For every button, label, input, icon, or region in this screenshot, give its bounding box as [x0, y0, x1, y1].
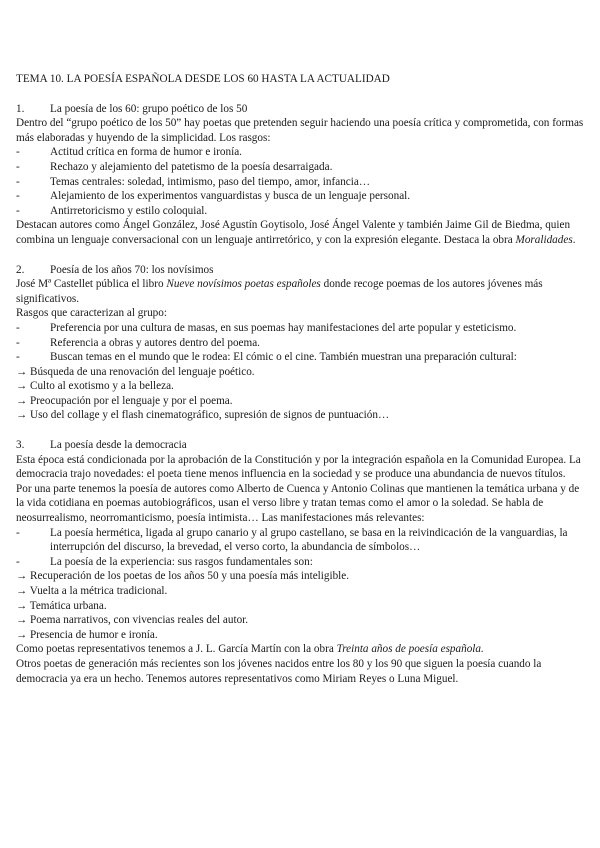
traits-label: Rasgos que caracterizan al grupo: [16, 307, 167, 320]
document-content [16, 72, 588, 686]
section-heading: La poesía de los 60: grupo poético de los 50 [50, 102, 248, 115]
bullet-text: Preferencia por una cultura de masas, en sus poemas hay manifestaciones del arte popular y esteticismo. [50, 321, 517, 334]
bullet-text: La poesía de la experiencia: sus rasgos fundamentales son: [50, 555, 313, 568]
section-heading: La poesía desde la democracia [50, 439, 187, 452]
bullet-dash: - [16, 351, 20, 364]
bullet-item [16, 336, 588, 351]
bullet-item [16, 526, 588, 555]
bullet-item [16, 350, 588, 365]
bullet-dash: - [16, 526, 20, 539]
section-3-closing [16, 642, 588, 657]
bullet-dash: - [16, 555, 20, 568]
bullet-item [16, 175, 588, 190]
bullet-item [16, 555, 588, 570]
bullet-dash: - [16, 336, 20, 349]
authors-work-title: Moralidades [515, 233, 573, 246]
section-3-heading [16, 438, 588, 453]
bullet-dash: - [16, 146, 20, 159]
arrow-item: → Poema narrativos, con vivencias reales del autor. [16, 614, 249, 627]
bullet-text: Antirretoricismo y estilo coloquial. [50, 204, 208, 217]
bullet-item [16, 189, 588, 204]
authors-end: . [572, 233, 576, 246]
section-1-authors [16, 218, 588, 247]
arrow-item: → Temática urbana. [16, 599, 107, 612]
section-3-final: Otros poetas de generación más recientes son los jóvenes nacidos entre los 80 y los 90 que siguen la poesía cuando la democracia ya era un hecho. Tenemos autores representativos como Miriam Reyes o Luna Miguel. [16, 657, 542, 685]
bullet-text: Alejamiento de los experimentos vanguardistas y busca de un lenguaje personal. [50, 190, 411, 203]
arrow-item: → Culto al exotismo y a la belleza. [16, 380, 174, 393]
arrow-item: → Búsqueda de una renovación del lenguaje poético. [16, 365, 255, 378]
document-title: TEMA 10. LA POESÍA ESPAÑOLA DESDE LOS 60 HASTA LA ACTUALIDAD [16, 73, 390, 85]
section-3-para-2: Por una parte tenemos la poesía de autores como Alberto de Cuenca y Antonio Colinas que mantienen la temática urbana y de la vida cotidiana en poemas autobiográficos, usan el verso libre y tratan temas como el amor o la soledad. Se habla de neosurrealismo, neorromanticismo, poesía intimista… Las manifestaciones más relevantes: [16, 482, 580, 525]
bullet-text: Rechazo y alejamiento del patetismo de la poesía desarraigada. [50, 160, 333, 173]
section-2-intro [16, 277, 588, 306]
bullet-text: Referencia a obras y autores dentro del poema. [50, 336, 260, 349]
bullet-dash: - [16, 204, 20, 217]
intro-text: José Mª Castellet pública el libro [16, 278, 167, 291]
arrow-item: → Preocupación por el lenguaje y por el poema. [16, 394, 233, 407]
arrow-item: → Vuelta a la métrica tradicional. [16, 585, 168, 597]
bullet-item [16, 145, 588, 160]
bullet-dash: - [16, 175, 20, 188]
bullet-text: Temas centrales: soledad, intimismo, paso del tiempo, amor, infancia… [50, 175, 371, 188]
bullet-dash: - [16, 160, 20, 173]
bullet-dash: - [16, 190, 20, 203]
bullet-text: Actitud crítica en forma de humor e ironía. [50, 146, 242, 159]
section-number: 1. [16, 102, 25, 115]
section-3-para-1: Esta época está condicionada por la aprobación de la Constitución y por la integración española en la Comunidad Europea. La democracia trajo novedades: el poeta tiene menos influencia en la sociedad y se produce una abundancia de nuevos títulos. [16, 453, 581, 481]
bullet-dash: - [16, 321, 20, 334]
closing-text: Como poetas representativos tenemos a J. L. García Martín con la obra [16, 643, 337, 656]
arrow-item: → Recuperación de los poetas de los años 50 y una poesía más inteligible. [16, 570, 350, 583]
bullet-item [16, 160, 588, 175]
section-2-heading [16, 263, 588, 278]
section-1-intro: Dentro del “grupo poético de los 50” hay poetas que pretenden seguir haciendo una poesía crítica y comprometida, con formas más elaboradas y huyendo de la simplicidad. Los rasgos: [16, 117, 584, 144]
intro-end: donde recoge poemas de los autores jóvenes más significativos. [16, 278, 543, 305]
authors-text: Destacan autores como Ángel González, José Agustín Goytisolo, José Ángel Valente y también Jaime Gil de Biedma, quien combina un lenguaje conversacional con un lenguaje antirretórico, y con la expresión elegante. Destaca la obra [16, 219, 571, 246]
bullet-item [16, 204, 588, 219]
section-number: 3. [16, 439, 25, 452]
section-heading: Poesía de los años 70: los novísimos [50, 263, 214, 276]
arrow-item: → Presencia de humor e ironía. [16, 628, 158, 641]
closing-work-title: Treinta años de poesía española. [336, 643, 484, 656]
bullet-text: Buscan temas en el mundo que le rodea: El cómic o el cine. También muestran una preparación cultural: [50, 351, 517, 364]
intro-work-title: Nueve novísimos poetas españoles [166, 278, 321, 291]
bullet-text: La poesía hermética, ligada al grupo canario y al grupo castellano, se basa en la reivindicación de la vanguardias, la interrupción del discurso, la brevedad, el verso corto, la abundancia de símbolos… [50, 526, 568, 554]
section-1-heading [16, 102, 588, 117]
bullet-item [16, 321, 588, 336]
arrow-item: → Uso del collage y el flash cinematográfico, supresión de signos de puntuación… [16, 409, 390, 422]
section-number: 2. [16, 263, 25, 276]
